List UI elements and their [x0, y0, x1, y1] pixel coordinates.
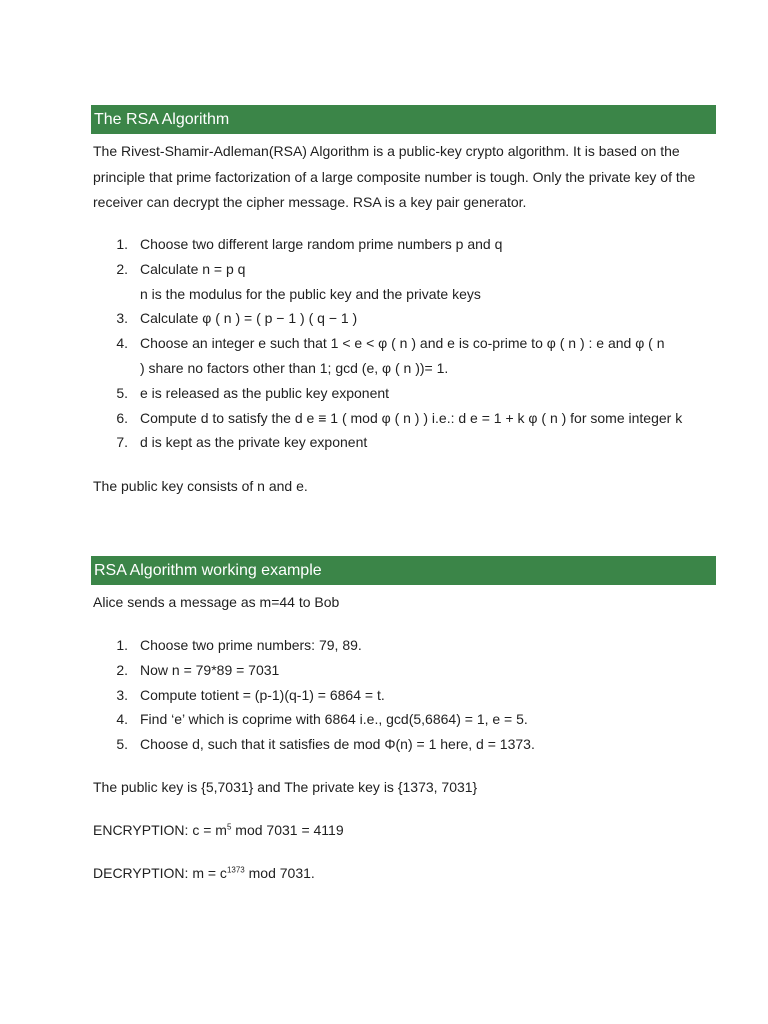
list-text: n is the modulus for the public key and the private keys	[140, 285, 481, 302]
list-text: Find ‘e’ which is coprime with 6864 i.e., gcd(5,6864) = 1, e = 5.	[140, 711, 528, 728]
list-item	[93, 658, 723, 683]
list-number	[93, 282, 128, 307]
list-item	[93, 232, 723, 257]
list-item	[93, 732, 723, 757]
list-number: 1.	[116, 637, 128, 653]
intro-paragraph: The Rivest-Shamir-Adleman(RSA) Algorithm is a public-key crypto algorithm. It is based on the principle that prime factorization of a large composite number is tough. Only the private key of the receiver can decrypt the cipher message. RSA is a key pair generator.	[93, 143, 696, 210]
list-text: e is released as the public key exponent	[140, 384, 390, 401]
encryption-text: ENCRYPTION: c = m	[93, 822, 227, 838]
list-number: 2.	[116, 260, 128, 277]
list-number: 3.	[116, 310, 128, 327]
list-item	[93, 707, 723, 732]
list-item	[93, 257, 723, 282]
list-text: Compute d to satisfy the d e ≡ 1 ( mod φ ( n ) ) i.e.: d e = 1 + k φ ( n ) for some integer k	[140, 409, 683, 426]
rsa-steps-list	[93, 232, 723, 455]
decryption-text-end: mod 7031.	[244, 865, 315, 881]
list-number	[93, 356, 128, 381]
section-heading-working-example: RSA Algorithm working example	[91, 556, 716, 585]
list-item	[93, 406, 723, 431]
list-number: 3.	[116, 686, 128, 703]
list-item	[93, 356, 723, 381]
list-number: 7.	[116, 434, 128, 451]
list-item	[93, 381, 723, 406]
list-text: Choose two prime numbers: 79, 89.	[140, 637, 362, 653]
list-item	[93, 683, 723, 708]
list-number: 6.	[116, 409, 128, 426]
list-number: 1.	[116, 236, 128, 252]
keys-line: The public key is {5,7031} and The private key is {1373, 7031}	[93, 779, 478, 795]
public-key-note: The public key consists of n and e.	[93, 478, 308, 494]
list-text: Calculate φ ( n ) = ( p − 1 ) ( q − 1 )	[140, 310, 358, 327]
list-text: Choose two different large random prime numbers p and q	[140, 236, 503, 252]
encryption-exponent: 5	[226, 822, 232, 832]
list-item	[93, 282, 723, 307]
list-number: 5.	[116, 736, 128, 753]
list-number: 2.	[116, 661, 128, 678]
list-text: Choose d, such that it satisfies de mod Φ(n) = 1 here, d = 1373.	[140, 736, 535, 753]
list-item	[93, 633, 723, 658]
list-number: 4.	[116, 335, 128, 352]
list-item	[93, 430, 723, 455]
example-steps-list	[93, 633, 723, 757]
list-text: d is kept as the private key exponent	[140, 434, 368, 451]
list-item	[93, 331, 723, 356]
list-text: ) share no factors other than 1; gcd (e, φ ( n ))= 1.	[140, 359, 449, 376]
list-text: Choose an integer e such that 1 < e < φ ( n ) and e is co-prime to φ ( n ) : e and φ ( n	[140, 335, 665, 352]
list-text: Now n = 79*89 = 7031	[140, 661, 280, 678]
decryption-text: DECRYPTION: m = c	[93, 865, 227, 881]
list-text: Calculate n = p q	[140, 260, 246, 277]
decryption-line	[93, 865, 315, 881]
encryption-line	[93, 822, 344, 838]
list-item	[93, 306, 723, 331]
example-intro: Alice sends a message as m=44 to Bob	[93, 594, 340, 610]
list-number: 4.	[116, 711, 128, 728]
section-heading-rsa-algorithm: The RSA Algorithm	[91, 105, 716, 134]
list-text: Compute totient = (p-1)(q-1) = 6864 = t.	[140, 686, 385, 703]
encryption-text-end: mod 7031 = 4119	[231, 822, 344, 838]
list-number: 5.	[116, 384, 128, 401]
decryption-exponent: 1373	[226, 865, 245, 875]
